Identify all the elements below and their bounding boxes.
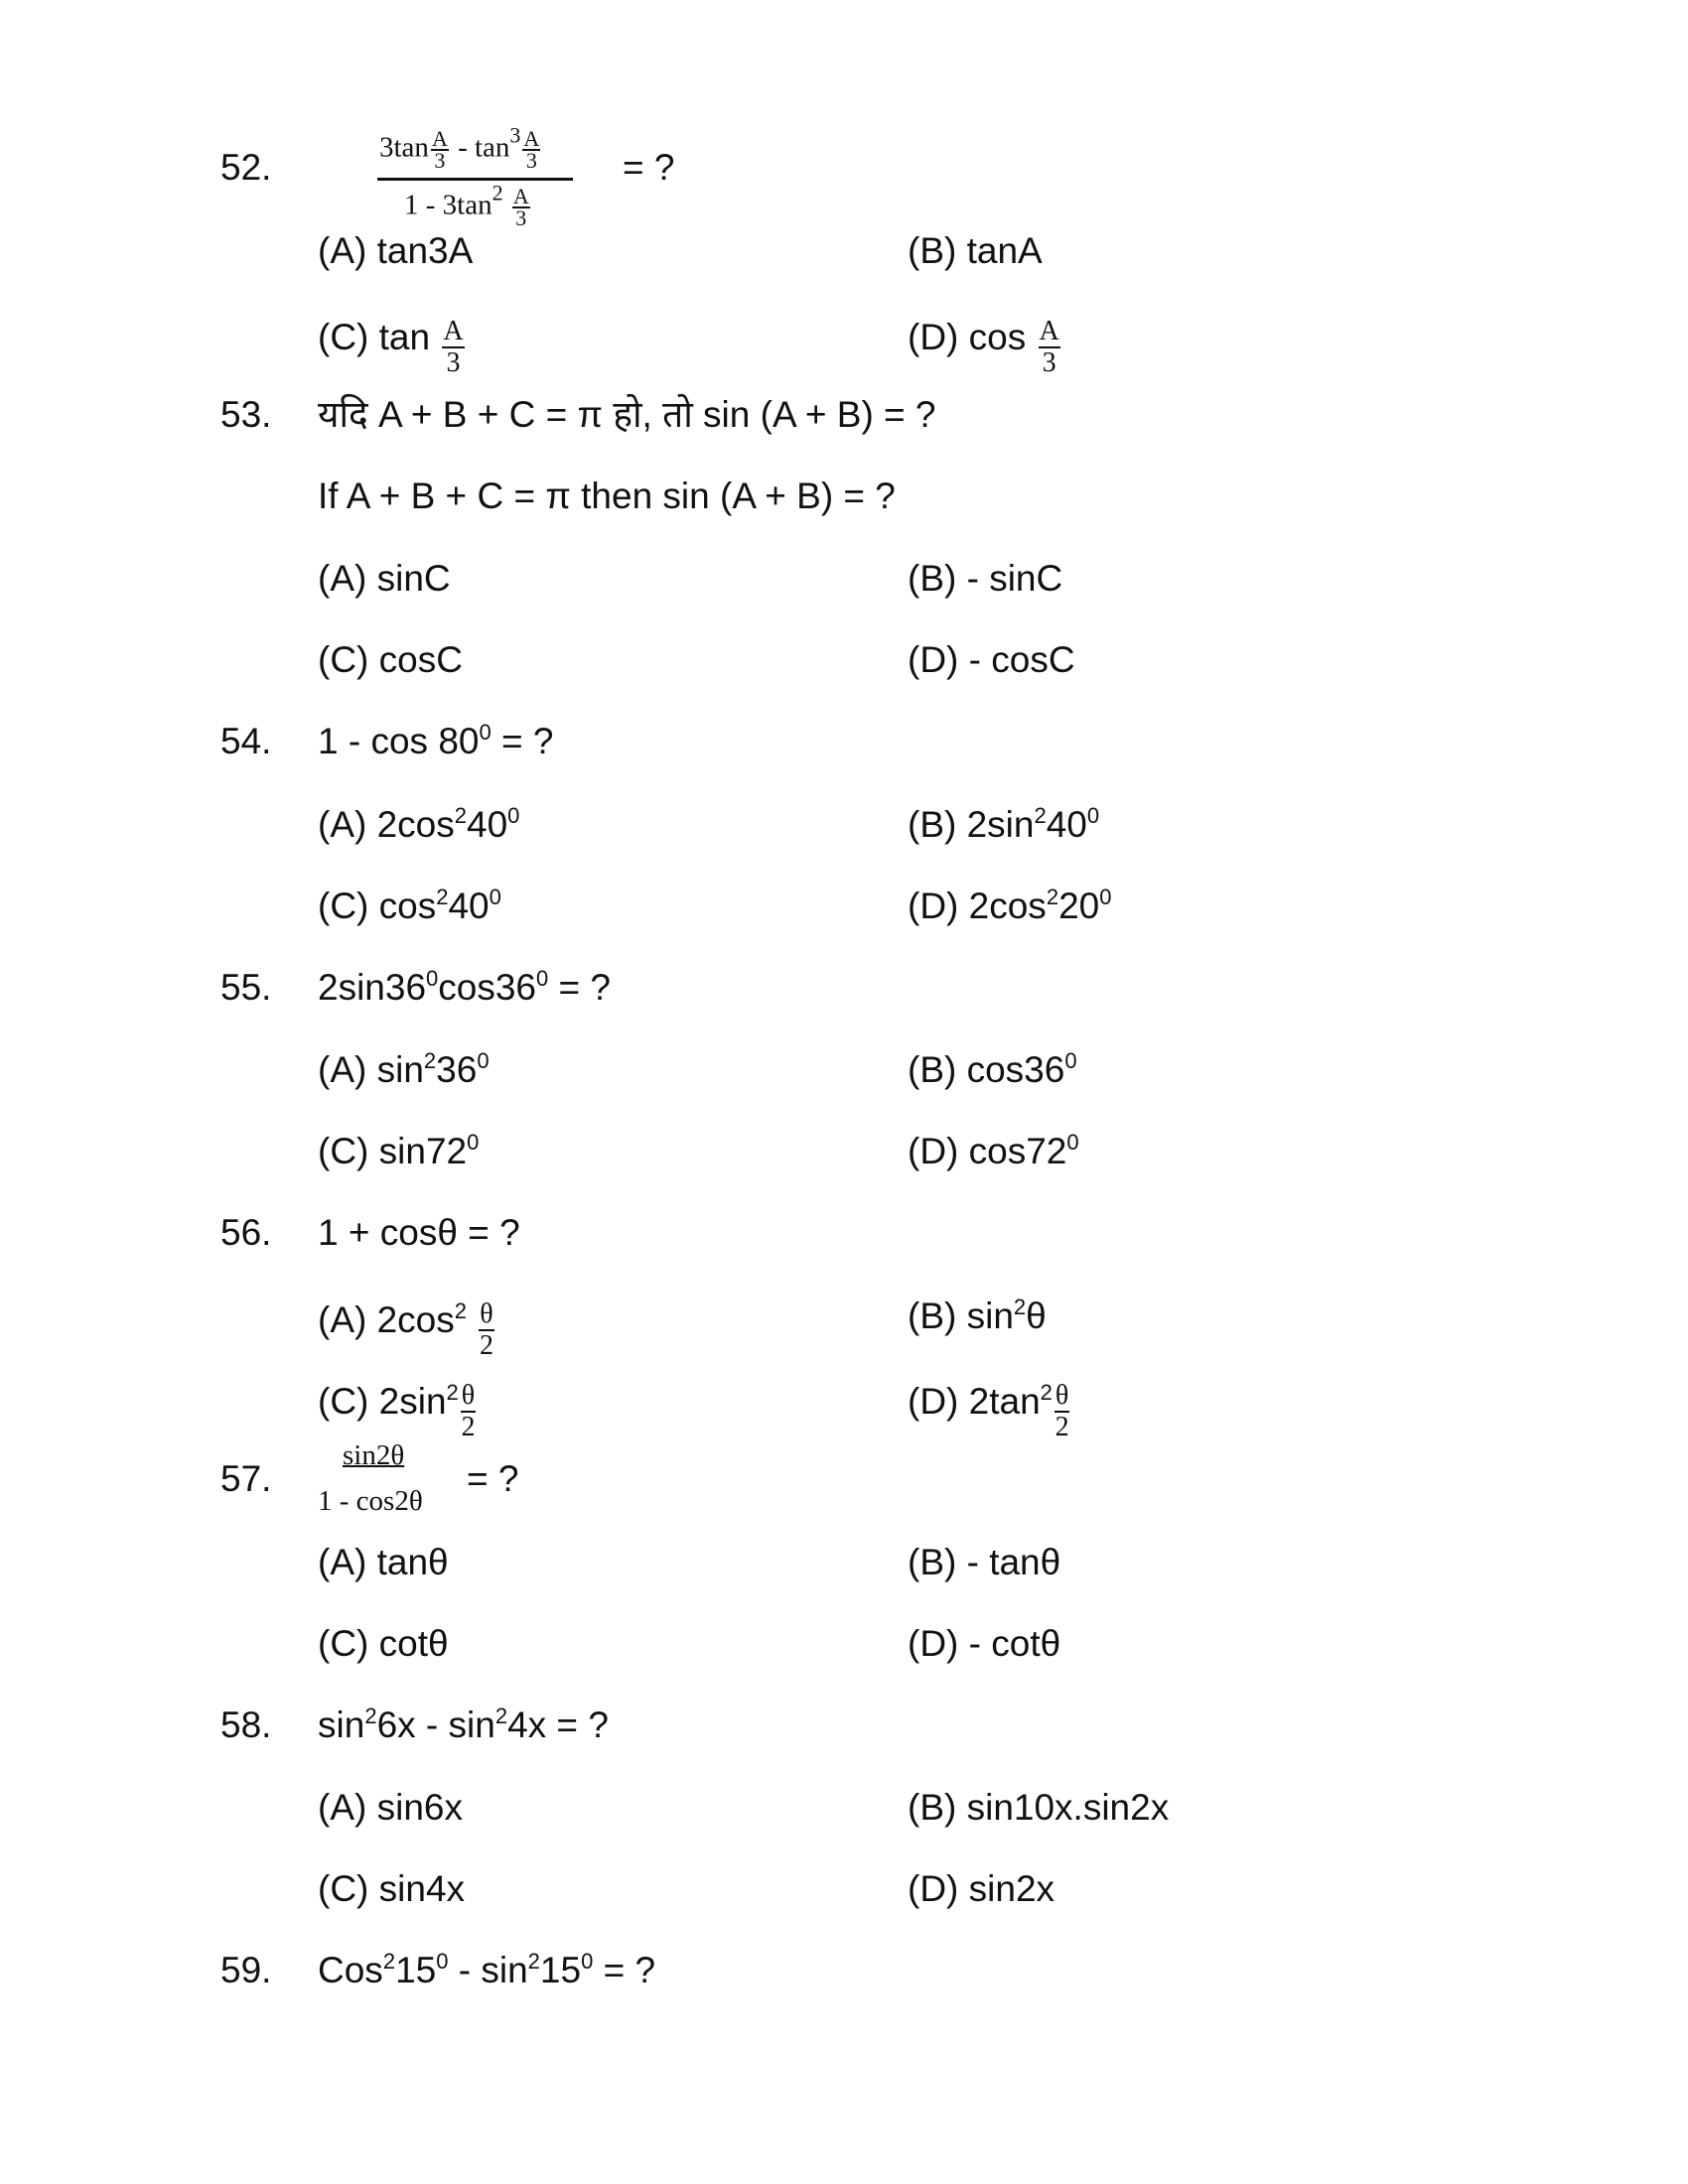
- exponent: 2: [454, 1297, 468, 1323]
- degree: 0: [1066, 1130, 1079, 1155]
- text: (D) 2tan: [908, 1380, 1041, 1422]
- degree: 0: [581, 1949, 594, 1974]
- question-number: 54.: [220, 721, 272, 761]
- fraction-den: 3: [446, 347, 461, 378]
- option-label: (C) tan: [318, 316, 431, 357]
- text: 36: [436, 1049, 478, 1090]
- fraction: [1039, 317, 1060, 378]
- text: 1 - cos 80: [318, 721, 480, 761]
- text: 40: [1046, 804, 1087, 845]
- option-a[interactable]: (A) tanθ: [318, 1542, 449, 1582]
- question-number: 57.: [220, 1458, 272, 1499]
- option-d[interactable]: [908, 1373, 1071, 1442]
- option-b[interactable]: [908, 1292, 1047, 1341]
- option-c[interactable]: [318, 1373, 478, 1442]
- text: 15: [539, 1950, 582, 1990]
- fraction-den: 3: [525, 148, 537, 173]
- text: 6x - sin: [376, 1705, 495, 1745]
- fraction-num: A: [512, 184, 529, 208]
- degree: 0: [477, 1048, 490, 1073]
- option-a[interactable]: [318, 1292, 496, 1361]
- text: (B) cos36: [908, 1049, 1065, 1090]
- question-number: 59.: [220, 1950, 272, 1990]
- option-c[interactable]: [318, 1127, 479, 1176]
- question-text-hindi: यदि A + B + C = π हो, तो sin (A + B) = ?: [318, 394, 936, 435]
- degree: 0: [507, 803, 520, 828]
- option-a[interactable]: [318, 1045, 490, 1095]
- exponent: 2: [494, 1704, 508, 1728]
- option-b[interactable]: (B) - sinC: [908, 558, 1063, 599]
- exponent: 2: [1034, 803, 1047, 828]
- option-b[interactable]: (B) tanA: [908, 230, 1043, 271]
- option-d[interactable]: (D) - cosC: [908, 639, 1075, 680]
- text: 20: [1058, 886, 1100, 926]
- option-c[interactable]: [318, 882, 501, 931]
- question-text: 1 + cosθ = ?: [318, 1212, 520, 1253]
- text: (C) 2sin: [318, 1380, 447, 1422]
- equals-question: = ?: [467, 1458, 519, 1499]
- question-number: 55.: [220, 967, 272, 1008]
- numerator-part: - tan: [450, 131, 510, 164]
- option-c[interactable]: (C) cotθ: [318, 1623, 449, 1664]
- option-a[interactable]: (A) sinC: [318, 558, 451, 599]
- fraction-num: θ: [480, 1298, 493, 1329]
- text: 40: [467, 804, 508, 845]
- text: (D) cos72: [908, 1131, 1067, 1171]
- option-b[interactable]: (B) sin10x.sin2x: [908, 1787, 1170, 1828]
- fraction: [442, 317, 464, 378]
- text: 2sin36: [318, 967, 427, 1008]
- exponent: 2: [1046, 885, 1059, 909]
- fraction-num: A: [431, 126, 448, 151]
- degree: 0: [1086, 803, 1100, 828]
- fraction-num: A: [523, 126, 540, 151]
- option-c[interactable]: (C) cosC: [318, 639, 463, 680]
- exponent: 2: [382, 1949, 396, 1974]
- exponent: 2: [1013, 1295, 1027, 1319]
- exponent: 2: [446, 1379, 459, 1405]
- fraction-den: 3: [1042, 347, 1056, 378]
- text: 15: [395, 1950, 437, 1990]
- degree: 0: [489, 885, 501, 909]
- text: (A) 2cos: [318, 1298, 455, 1340]
- text: sin: [318, 1705, 365, 1745]
- exponent: 3: [509, 122, 521, 148]
- option-d[interactable]: [908, 309, 1062, 378]
- option-b[interactable]: [908, 800, 1099, 850]
- text: (B) sin: [908, 1296, 1014, 1336]
- option-b[interactable]: (B) - tanθ: [908, 1542, 1061, 1582]
- equals-question: = ?: [623, 147, 675, 188]
- text: 40: [448, 886, 490, 926]
- text: Cos: [318, 1950, 383, 1990]
- fraction-num: θ: [1055, 1380, 1069, 1411]
- text: = ?: [491, 721, 554, 761]
- fraction-num: A: [443, 316, 464, 346]
- option-a[interactable]: [318, 800, 519, 850]
- text: θ: [1026, 1296, 1047, 1336]
- question-number: 58.: [220, 1705, 272, 1745]
- text: (B) 2sin: [908, 804, 1035, 845]
- degree: 0: [436, 1949, 449, 1974]
- option-c[interactable]: [318, 309, 467, 378]
- fraction-bar: [377, 178, 573, 181]
- degree: 0: [1099, 885, 1112, 909]
- question-text: [318, 963, 611, 1013]
- exponent: 2: [492, 180, 503, 205]
- option-d[interactable]: [908, 1127, 1079, 1176]
- fraction-denominator: 1 - cos2θ: [318, 1485, 423, 1517]
- degree: 0: [467, 1130, 480, 1155]
- question-text-english: If A + B + C = π then sin (A + B) = ?: [318, 476, 896, 516]
- degree: 0: [1064, 1048, 1077, 1073]
- fraction-numerator: sin2θ: [343, 1439, 405, 1471]
- question-text: [318, 1701, 609, 1750]
- degree: 0: [536, 966, 549, 991]
- exponent: 2: [436, 885, 449, 909]
- degree: 0: [426, 966, 439, 991]
- text: = ?: [548, 967, 612, 1008]
- option-d[interactable]: (D) - cotθ: [908, 1623, 1061, 1664]
- option-a[interactable]: (A) tan3A: [318, 230, 474, 271]
- fraction: [1055, 1381, 1069, 1442]
- degree: 0: [479, 720, 492, 745]
- denominator: 1 - 3tan: [404, 189, 492, 221]
- option-d[interactable]: (D) sin2x: [908, 1868, 1055, 1909]
- option-label: (D) cos: [908, 316, 1027, 357]
- option-b[interactable]: [908, 1045, 1077, 1095]
- fraction-den: 2: [461, 1412, 476, 1442]
- question-text: [318, 717, 553, 766]
- numerator-part: 3tan: [379, 131, 429, 164]
- fraction: [461, 1381, 476, 1442]
- fraction: [512, 184, 530, 230]
- text: cos36: [438, 967, 537, 1008]
- option-a[interactable]: (A) sin6x: [318, 1787, 463, 1828]
- fraction-num: θ: [461, 1380, 476, 1411]
- fraction: [479, 1299, 493, 1361]
- question-number: 53.: [220, 394, 272, 435]
- fraction-num: A: [1039, 316, 1059, 346]
- text: (A) 2cos: [318, 804, 455, 845]
- exponent: 2: [423, 1048, 437, 1073]
- fraction-den: 2: [480, 1330, 493, 1361]
- text: = ?: [593, 1950, 656, 1990]
- text: (C) cos: [318, 886, 437, 926]
- question-text: [318, 1946, 655, 1995]
- fraction: [431, 126, 449, 173]
- option-c[interactable]: (C) sin4x: [318, 1868, 466, 1909]
- text: - sin: [448, 1950, 528, 1990]
- option-d[interactable]: [908, 882, 1111, 931]
- text: 4x = ?: [507, 1705, 609, 1745]
- question-number: 52.: [220, 147, 272, 188]
- exponent: 2: [527, 1949, 540, 1974]
- fraction-den: 2: [1055, 1412, 1069, 1442]
- exponent: 2: [364, 1704, 377, 1728]
- exponent: 2: [454, 803, 468, 828]
- fraction-den: 3: [434, 148, 446, 173]
- fraction: [522, 126, 540, 173]
- text: (D) 2cos: [908, 886, 1047, 926]
- text: (A) sin: [318, 1049, 424, 1090]
- question-number: 56.: [220, 1212, 272, 1253]
- text: (C) sin72: [318, 1131, 468, 1171]
- exponent: 2: [1040, 1379, 1053, 1405]
- fraction-den: 3: [515, 205, 527, 230]
